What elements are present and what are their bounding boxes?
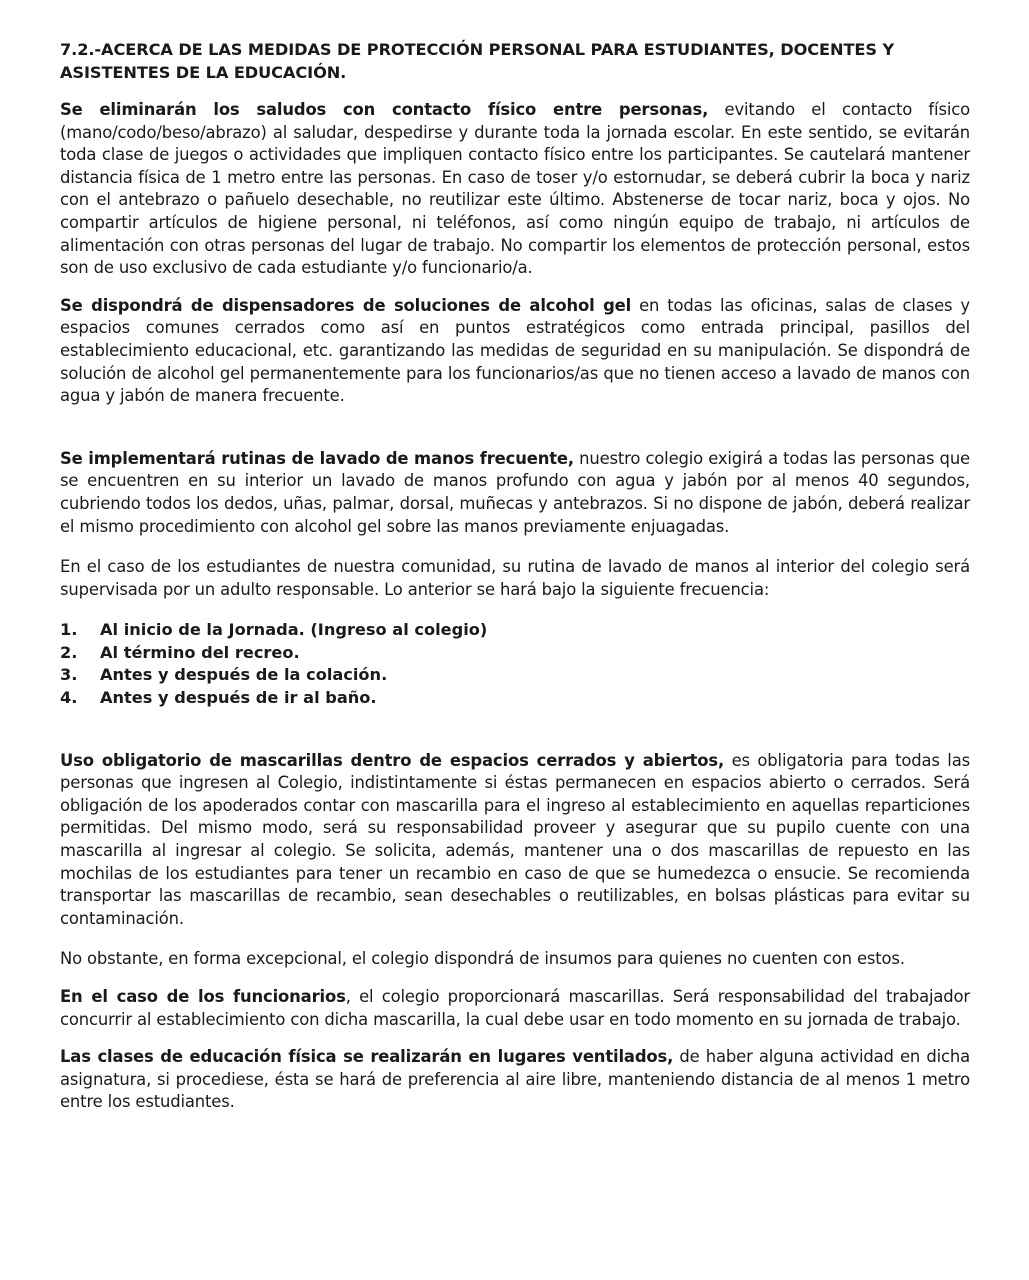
list-item (60, 642, 970, 665)
paragraph-physical-education (60, 1046, 970, 1114)
paragraph-body: evitando el contacto físico (mano/codo/beso/abrazo) al saludar, despedirse y durante toda la jornada escolar. En este sentido, se evitarán toda clase de juegos o actividades que impliquen contacto físico entre los participantes. Se cautelará mantener distancia física de 1 metro entre las personas. En caso de toser y/o estornudar, se deberá cubrir la boca y nariz con el antebrazo o pañuelo desechable, no reutilizar este último. Abstenerse de tocar nariz, boca y ojos. No compartir artículos de higiene personal, ni teléfonos, así como ningún equipo de trabajo, ni artículos de alimentación con otras personas del lugar de trabajo. No compartir los elementos de protección personal, estos son de uso exclusivo de cada estudiante y/o funcionario/a. (60, 100, 970, 278)
list-item (60, 664, 970, 687)
list-number: 2. (60, 642, 78, 662)
list-text: Al inicio de la Jornada. (Ingreso al colegio) (100, 620, 488, 640)
paragraph-lead: Uso obligatorio de mascarillas dentro de espacios cerrados y abiertos, (60, 750, 725, 770)
section-heading: 7.2.-ACERCA DE LAS MEDIDAS DE PROTECCIÓN PERSONAL PARA ESTUDIANTES, DOCENTES Y ASISTENTES DE LA EDUCACIÓN. (60, 40, 895, 82)
list-number: 4. (60, 688, 78, 708)
paragraph-alcohol-gel (60, 295, 970, 408)
paragraph-body: en todas las oficinas, salas de clases y espacios comunes cerrados como así en puntos estratégicos como entrada principal, pasillos del establecimiento educacional, etc. garantizando las medidas de seguridad en su manipulación. Se dispondrá de solución de alcohol gel permanentemente para los funcionarios/as que no tienen acceso a lavado de manos con agua y jabón de manera frecuente. (60, 295, 970, 406)
paragraph-body: , el colegio proporcionará mascarillas. Será responsabilidad del trabajador concurrir al establecimiento con dicha mascarilla, la cual debe usar en todo momento en su jornada de trabajo. (60, 987, 970, 1029)
list-text: Antes y después de ir al baño. (100, 688, 377, 708)
paragraph-lead: Se dispondrá de dispensadores de soluciones de alcohol gel (60, 295, 632, 315)
paragraph-body: nuestro colegio exigirá a todas las personas que se encuentren en su interior un lavado de manos profundo con agua y jabón por al menos 40 segundos, cubriendo todos los dedos, uñas, palmar, dorsal, muñecas y antebrazos. Si no dispone de jabón, deberá realizar el mismo procedimiento con alcohol gel sobre las manos previamente enjuagadas. (60, 448, 970, 536)
list-number: 1. (60, 620, 78, 640)
paragraph-staff (60, 986, 970, 1031)
paragraph-lead: Las clases de educación física se realizarán en lugares ventilados, (60, 1047, 674, 1067)
paragraph-greetings (60, 99, 970, 280)
document-page (60, 38, 970, 1114)
paragraph-supplies: No obstante, en forma excepcional, el colegio dispondrá de insumos para quienes no cuenten con estos. (60, 949, 905, 969)
paragraph-students-routine: En el caso de los estudiantes de nuestra comunidad, su rutina de lavado de manos al interior del colegio será supervisada por un adulto responsable. Lo anterior se hará bajo la siguiente frecuencia: (60, 557, 970, 599)
paragraph-lead: Se implementará rutinas de lavado de manos frecuente, (60, 448, 574, 468)
paragraph-lead: Se eliminarán los saludos con contacto físico entre personas, (60, 100, 709, 119)
list-item (60, 619, 970, 642)
paragraph-handwashing (60, 448, 970, 538)
paragraph-masks (60, 750, 970, 931)
frequency-list (60, 619, 970, 709)
list-number: 3. (60, 665, 78, 685)
list-text: Al término del recreo. (100, 642, 300, 662)
list-item (60, 687, 970, 710)
paragraph-body: de haber alguna actividad en dicha asignatura, si procediese, ésta se hará de preferencia al aire libre, manteniendo distancia de al menos 1 metro entre los estudiantes. (60, 1047, 970, 1112)
list-text: Antes y después de la colación. (100, 665, 388, 685)
paragraph-body: es obligatoria para todas las personas que ingresen al Colegio, indistintamente si éstas permanecen en espacios abierto o cerrados. Será obligación de los apoderados contar con mascarilla para el ingreso al establecimiento en aquellas reparticiones permitidas. Del mismo modo, será su responsabilidad proveer y asegurar que su pupilo cuente con una mascarilla al ingresar al colegio. Se solicita, además, mantener una o dos mascarillas de repuesto en las mochilas de los estudiantes para tener un recambio en caso de que se humedezca o ensucie. Se recomienda transportar las mascarillas de recambio, sean desechables o reutilizables, en bolsas plásticas para evitar su contaminación. (60, 750, 970, 928)
paragraph-lead: En el caso de los funcionarios (60, 987, 346, 1006)
